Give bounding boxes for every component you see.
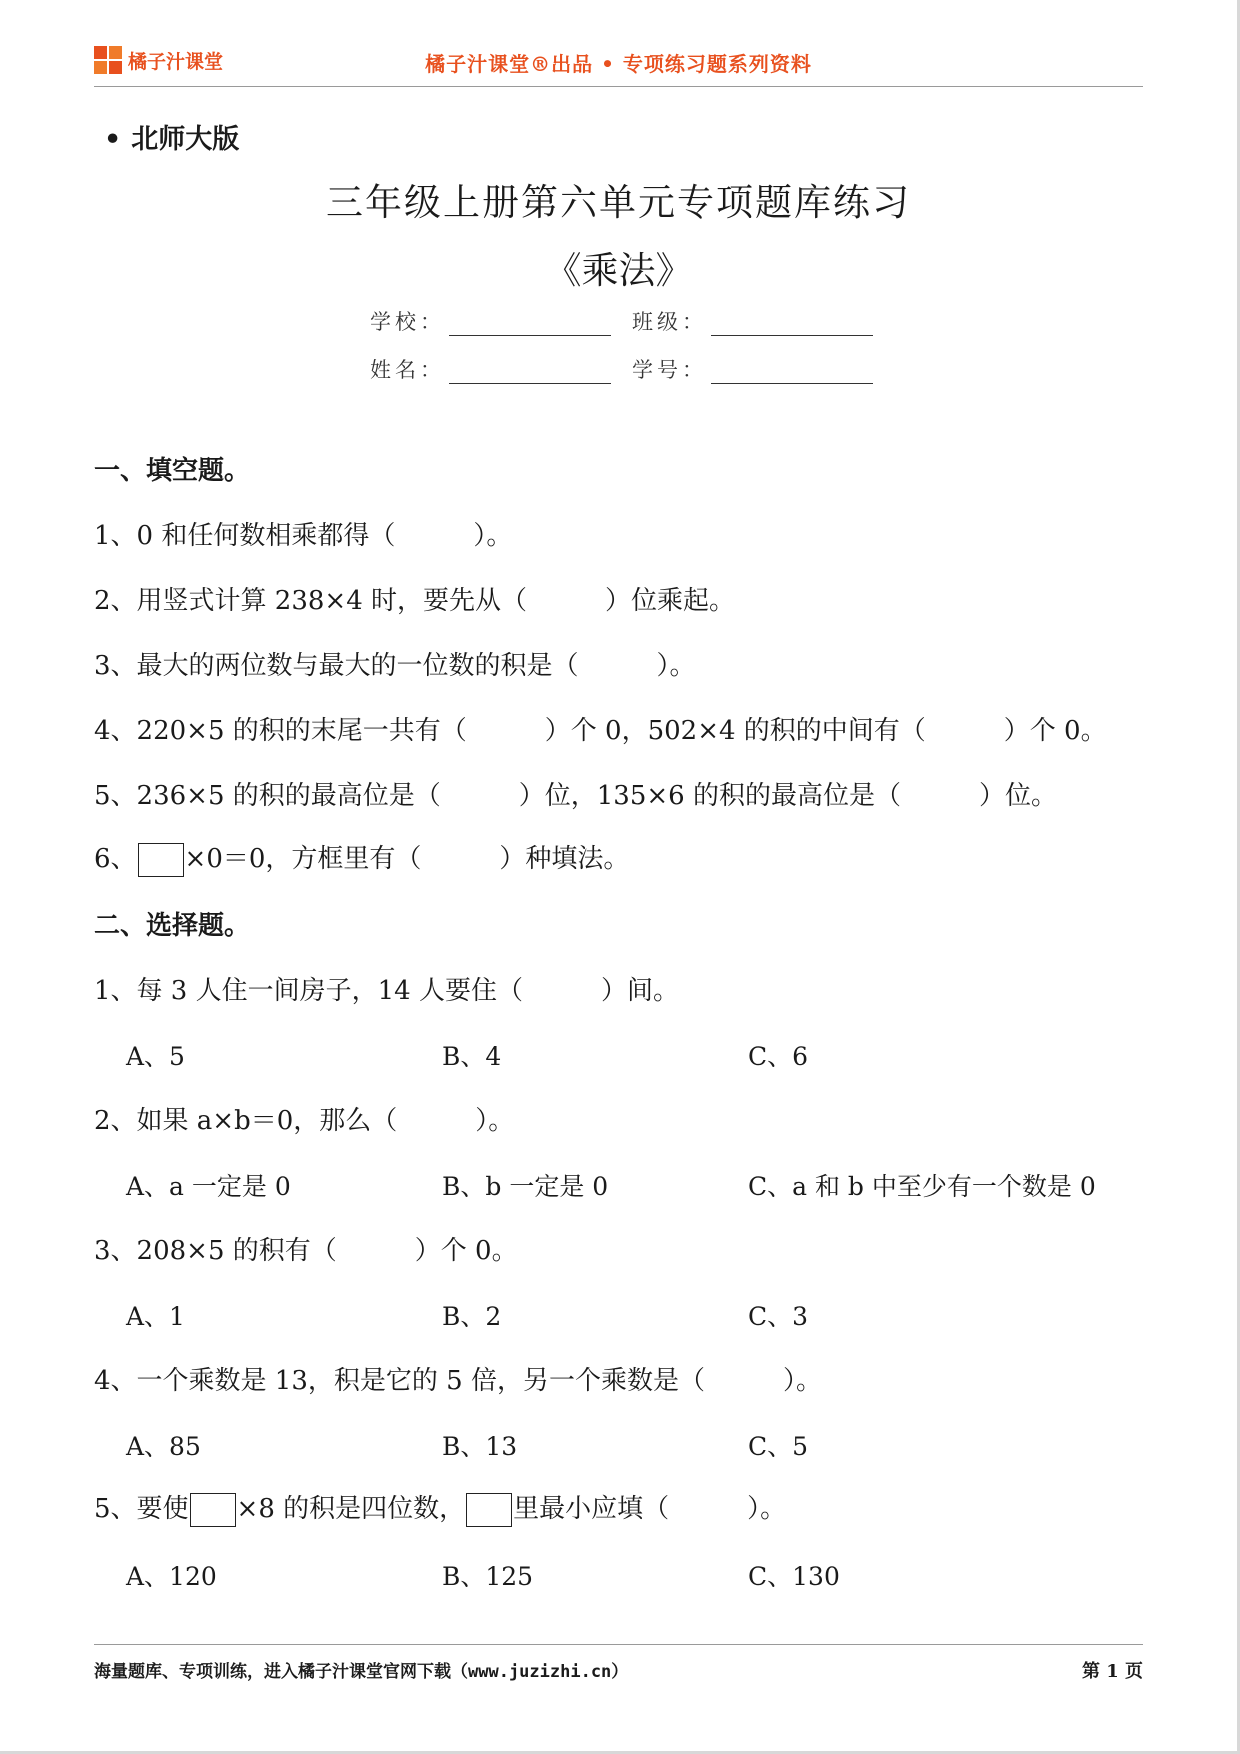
header-tagline: 橘子汁课堂®出品 • 专项练习题系列资料 — [425, 52, 812, 76]
info-row-1 — [370, 306, 894, 336]
fill-question-4: 4、220×5 的积的末尾一共有（ ）个 0，502×4 的积的中间有（ ）个 0。 — [94, 716, 1107, 746]
edition-label: • 北师大版 — [104, 124, 240, 155]
info-row-2 — [370, 354, 894, 384]
option-b[interactable]: B、125 — [442, 1562, 534, 1591]
student-id-field[interactable]: 学号： — [632, 354, 894, 384]
school-field[interactable]: 学校： — [370, 306, 632, 336]
bullet-icon: • — [104, 124, 122, 155]
answer-box — [190, 1493, 236, 1527]
answer-box — [466, 1493, 512, 1527]
footer-note: 海量题库、专项训练，进入橘子汁课堂官网下载（www.juzizhi.cn） — [94, 1662, 629, 1682]
class-blank[interactable] — [711, 313, 873, 336]
option-b[interactable]: B、4 — [442, 1042, 502, 1071]
option-a[interactable]: A、1 — [126, 1302, 185, 1331]
section-fill-blank-heading: 一、填空题。 — [94, 456, 251, 486]
option-c[interactable]: C、5 — [748, 1432, 809, 1461]
choice-question-1: 1、每 3 人住一间房子，14 人要住（ ）间。 — [94, 976, 679, 1006]
option-a[interactable]: A、120 — [126, 1562, 217, 1591]
page-footer — [94, 1644, 1143, 1685]
fill-question-3: 3、最大的两位数与最大的一位数的积是（ ）。 — [94, 651, 696, 681]
page-header — [94, 40, 1143, 87]
option-c[interactable]: C、3 — [748, 1302, 809, 1331]
option-c[interactable]: C、a 和 b 中至少有一个数是 0 — [748, 1172, 1096, 1201]
option-a[interactable]: A、a 一定是 0 — [126, 1172, 291, 1201]
answer-box — [138, 843, 184, 877]
choice-question-3: 3、208×5 的积有（ ）个 0。 — [94, 1236, 518, 1266]
page-subtitle: 《乘法》 — [544, 249, 693, 292]
option-a[interactable]: A、5 — [126, 1042, 185, 1071]
option-c[interactable]: C、6 — [748, 1042, 809, 1071]
choice-question-4: 4、一个乘数是 13，积是它的 5 倍，另一个乘数是（ ）。 — [94, 1366, 822, 1396]
option-b[interactable]: B、2 — [442, 1302, 502, 1331]
section-choice-heading: 二、选择题。 — [94, 911, 251, 941]
page-number: 第 1 页 — [1081, 1661, 1143, 1682]
option-b[interactable]: B、13 — [442, 1432, 518, 1461]
fill-question-5: 5、236×5 的积的最高位是（ ）位，135×6 的积的最高位是（ ）位。 — [94, 781, 1057, 811]
name-field[interactable]: 姓名： — [370, 354, 632, 384]
logo-text: 橘子汁课堂 — [128, 50, 224, 73]
option-a[interactable]: A、85 — [126, 1432, 201, 1461]
option-b[interactable]: B、b 一定是 0 — [442, 1172, 609, 1201]
school-blank[interactable] — [449, 313, 611, 336]
page-title: 三年级上册第六单元专项题库练习 — [326, 181, 911, 224]
fill-question-1: 1、0 和任何数相乘都得（ ）。 — [94, 521, 513, 551]
fill-question-2: 2、用竖式计算 238×4 时，要先从（ ）位乘起。 — [94, 586, 736, 616]
fill-question-6: 6、 ×0＝0，方框里有（ ）种填法。 — [94, 838, 629, 877]
class-field[interactable]: 班级： — [632, 306, 894, 336]
name-blank[interactable] — [449, 361, 611, 384]
choice-question-2: 2、如果 a×b＝0，那么（ ）。 — [94, 1106, 515, 1136]
choice-question-5: 5、要使 ×8 的积是四位数， 里最小应填（ ）。 — [94, 1488, 786, 1527]
option-c[interactable]: C、130 — [748, 1562, 840, 1591]
student-id-blank[interactable] — [711, 361, 873, 384]
